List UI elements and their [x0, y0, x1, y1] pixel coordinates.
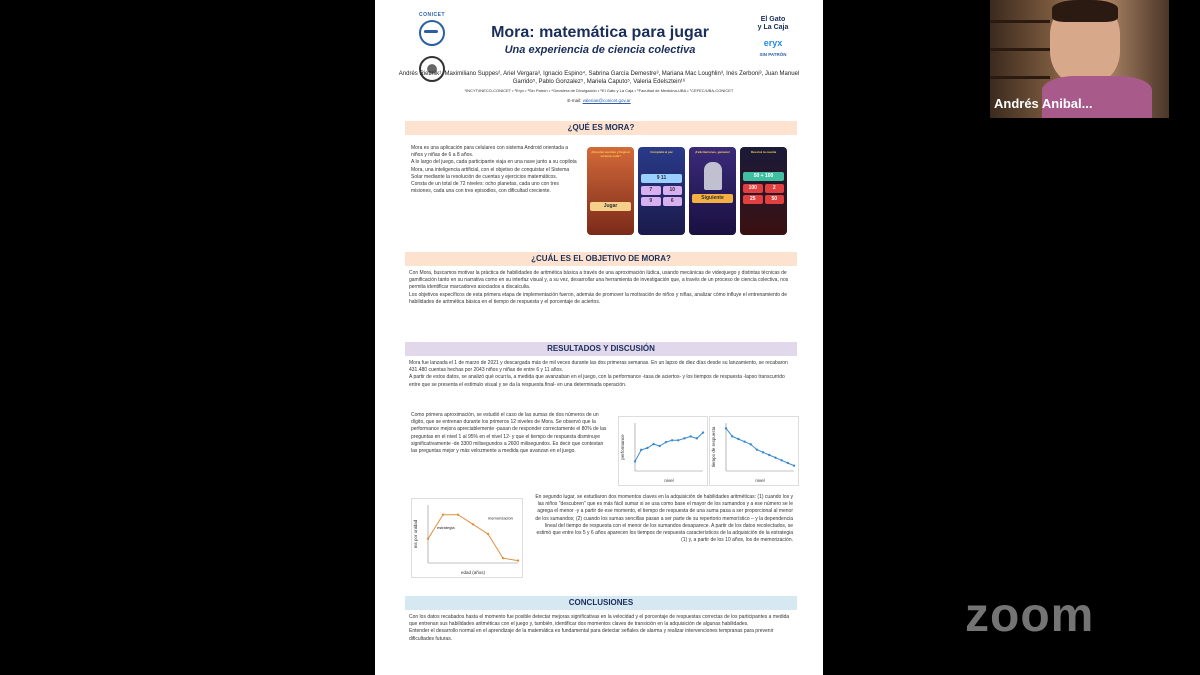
- poster-subtitle: Una experiencia de ciencia colectiva: [504, 44, 696, 56]
- data-point: [780, 459, 782, 461]
- x-axis-label: nivel: [664, 478, 674, 483]
- data-point: [671, 439, 673, 441]
- data-point: [472, 523, 474, 525]
- partner-logos: El Gato y La Caja eryx SIN PATRÓN: [757, 16, 789, 57]
- chart-tiempo: [709, 416, 799, 486]
- data-point: [696, 437, 698, 439]
- app-screenshots: [587, 147, 787, 235]
- data-point: [665, 441, 667, 443]
- chart-performance: [618, 416, 708, 486]
- data-point: [659, 445, 661, 447]
- data-point: [737, 438, 739, 440]
- data-point: [646, 447, 648, 449]
- conicet-logo: CONICET: [415, 12, 449, 82]
- data-point: [725, 427, 727, 429]
- participant-name: Andrés Anibal...: [994, 96, 1093, 111]
- data-point: [502, 557, 504, 559]
- affiliations: ¹INCYT/INECO-CONICET • ²Eryx • ³Sin Patrón • ⁴Geosfera de Divulgación • ⁵El Gato y La Caja • ⁶Facultad de Medicina-UBA • ⁷CEFEC/UBA-CONICET: [464, 88, 734, 93]
- section-title: ¿QUÉ ES MORA?: [405, 121, 797, 135]
- annotation-memorizacion: memorización: [488, 515, 513, 521]
- shared-poster: CONICET Mora: matemática para jugar Una experiencia de ciencia colectiva El Gato y La Caja eryx SIN PATRÓN Andrés Rieznik¹, Maximiliano Suppes², Ariel Vergara³, Ignacio Espino⁴, Sabrina García Demestre³, Mariana Mac Loughlin³, Inés Zerboni³, Juan Manuel Garrido⁵, Pablo Gonzalez⁵, Mariela Caputo⁵, Valeria Edelsztein¹⁶ ¹INCYT/INECO-CONICET • ²Eryx • ³Sin Patrón • ⁴Geosfera de Divulgación • ⁵El Gato y La Caja • ⁶Facultad de Medicina-UBA • ⁷CEFEC/UBA-CONICET E-mail: valeriae@conicet.gov.ar ¿QUÉ ES MORA? Mora es una aplicación para celulares con sistema Android orientada a niños y niñas de 6 a 8 años. A lo largo del juego, cada participante viaja en una nave junto a su copilota Mora, una inteligencia artificial, con el objetivo de conquistar el Sistema Solar mediante la resolución de cuentas y ejercicios matemáticos. Consta de un total de 72 niveles: ocho planetas, cada uno con tres misiones, cada una con tres episodios, con dificultad creciente. ¡Resolvé cuentas y llegá al sistema solar! Jugar Completá el par 9 11 7 10 9 6 ¡Felicitaciones, ganaste! Siguiente Resolvé la cuenta 50 + 100 100 2 25 50 ¿CUÁL ES EL OBJETIVO DE MORA? Con Mora, buscamos motivar la práctica de habilidades de aritmética básica a través de una aproximación lúdica, usando mecánicas de videojuego y distintas técnicas de gamificación tanto en su narrativa como en su interfaz visual y, a su vez, desarrollar una herramienta de investigación que, a través de un proceso de ciencia colectiva, nos permita identificar marcadores asociados a discalculia. Los objetivos específicos de esta primera etapa de implementación fueron, además de promover la motivación de niños y niñas, analizar cómo influye el entrenamiento de habilidades de aritmética básica en el tiempo de respuesta y el porcentaje de aciertos. RESULTADOS Y DISCUSIÓN Mora fue lanzada el 1 de marzo de 2021 y descargada más de mil veces durante las dos primeras semanas. En un lapso de diez días desde su lanzamiento, se recabaron 431.480 cuentas hechas por 2043 niños y niñas de entre 6 y 11 años. A partir de estos datos, se analizó qué ocurría, a medida que avanzaban en el juego, con la performance -tasa de aciertos- y los tiempos de respuesta -lapso transcurrido entre que se presenta el estímulo visual y se da la respuesta final- en una determinada operación. Como primera aproximación, se estudió el caso de las sumas de dos números de un dígito, que se entrenan durante los primeros 12 niveles de Mora. Se observó que la performance mejora apreciablemente -pasan de responder correctamente el 80% de las preguntas en el nivel 1 al 95% en el nivel 12- y que el tiempo de respuesta disminuye significativamente -de 3300 milisegundos a 2600 milisegundos. Es decir que contestan las preguntas mejor y más velozmente a medida que avanzan en el juego. nivel performance nivel tiempo de respuesta edad (años) ms por unidad estrategia memorización En segundo lugar, se estudiaron dos momentos claves en la adquisición de habilidades aritméticas: (1) cuando los y las niños "descubren" que es más fácil sumar si se usa como base el mayor de los sumandos y a ese número se le agrega el menor -y a partir de ese momento, el tiempo de respuesta de una suma pasa a ser proporcional al menor de los sumandos; (2) cuando los sumas sencillas pasan a ser parte de su repertorio memorístico – y la dependencia lineal del tiempo de respuesta con el menor de los sumandos desaparece. A partir de los datos recolectados, se estimó que entre los 5 y 6 años aparecen los tiempos de respuesta característicos de la adquisición de la estrategia (1) y, a partir de los 10 años, los de memorización. CONCLUSIONES Con los datos recabados hasta el momento fue posible detectar mejoras significativas en la velocidad y el porcentaje de respuestas correctas de los participantes a medida que entrenan sus habilidades aritméticas con el juego y, también, identificar dos momentos claves de transición en la adquisición de algunas habilidades. Entender el desarrollo normal en el aprendizaje de la matemática es fundamental para detectar señales de alarma y realizar intervenciones tempranas para prevenir dificultades futuras.: [375, 0, 823, 675]
- email-link: valeriae@conicet.gov.ar: [582, 98, 631, 103]
- data-point: [774, 456, 776, 458]
- poster-title: Mora: matemática para jugar: [491, 24, 709, 41]
- chart-edad: [411, 498, 523, 578]
- data-point: [743, 440, 745, 442]
- data-point: [787, 462, 789, 464]
- phone-screen: ¡Felicitaciones, ganaste! Siguiente: [689, 147, 736, 235]
- series-line: [726, 428, 794, 465]
- data-point: [487, 533, 489, 535]
- authors: Andrés Rieznik¹, Maximiliano Suppes², Ariel Vergara³, Ignacio Espino⁴, Sabrina García Demestre³, Mariana Mac Loughlin³, Inés Zerboni³, Juan Manuel Garrido⁵, Pablo Gonzalez⁵, Mariela Caputo⁵, Valeria Edelsztein¹⁶: [398, 71, 800, 85]
- data-point: [427, 538, 429, 540]
- section-conclusiones: CONCLUSIONES Con los datos recabados hasta el momento fue posible detectar mejoras significativas en la velocidad y el porcentaje de respuestas correctas de los participantes a medida que entrenan sus habilidades aritméticas con el juego y, también, identificar dos momentos claves de transición en la adquisición de algunas habilidades. Entender el desarrollo normal en el aprendizaje de la matemática es fundamental para detectar señales de alarma y realizar intervenciones tempranas para prevenir dificultades futuras.: [405, 596, 797, 643]
- phone-screen: Resolvé la cuenta 50 + 100 100 2 25 50: [740, 147, 787, 235]
- data-point: [652, 443, 654, 445]
- data-point: [677, 439, 679, 441]
- x-axis-label: edad (años): [460, 570, 486, 575]
- section-title: CONCLUSIONES: [405, 596, 797, 610]
- data-point: [750, 443, 752, 445]
- rocket-icon: [704, 162, 722, 190]
- data-point: [756, 448, 758, 450]
- x-axis-label: nivel: [755, 478, 765, 483]
- email-line: E-mail: valeriae@conicet.gov.ar: [567, 98, 631, 103]
- data-point: [689, 435, 691, 437]
- data-point: [731, 435, 733, 437]
- section-title: RESULTADOS Y DISCUSIÓN: [405, 342, 797, 356]
- y-axis-label: ms por unidad: [413, 519, 418, 549]
- series-line: [428, 515, 518, 561]
- phone-screen: Completá el par 9 11 7 10 9 6: [638, 147, 685, 235]
- data-point: [640, 449, 642, 451]
- section-title: ¿CUÁL ES EL OBJETIVO DE MORA?: [405, 252, 797, 266]
- participant-video-tile[interactable]: [990, 0, 1169, 118]
- data-point: [634, 460, 636, 462]
- phone-screen: ¡Resolvé cuentas y llegá al sistema solar! Jugar: [587, 147, 634, 235]
- section-que-es-mora: [405, 121, 797, 135]
- section-objetivo: ¿CUÁL ES EL OBJETIVO DE MORA? Con Mora, buscamos motivar la práctica de habilidades de aritmética básica a través de una aproximación lúdica, usando mecánicas de videojuego y distintas técnicas de gamificación tanto en su narrativa como en su interfaz visual y, a su vez, desarrollar una herramienta de investigación que, a través de un proceso de ciencia colectiva, nos permita identificar marcadores asociados a discalculia. Los objetivos específicos de esta primera etapa de implementación fueron, además de promover la motivación de niños y niñas, analizar cómo influye el entrenamiento de habilidades de aritmética básica en el tiempo de respuesta y el porcentaje de aciertos.: [405, 252, 797, 306]
- data-point: [702, 431, 704, 433]
- section-resultados: RESULTADOS Y DISCUSIÓN Mora fue lanzada el 1 de marzo de 2021 y descargada más de mil veces durante las dos primeras semanas. En un lapso de diez días desde su lanzamiento, se recabaron 431.480 cuentas hechas por 2043 niños y niñas de entre 6 y 11 años. A partir de estos datos, se analizó qué ocurría, a medida que avanzaban en el juego, con la performance -tasa de aciertos- y los tiempos de respuesta -lapso transcurrido entre que se presenta el estímulo visual y se da la respuesta final- en una determinada operación.: [405, 342, 797, 389]
- data-point: [517, 559, 519, 561]
- series-line: [635, 433, 703, 462]
- y-axis-label: performance: [620, 434, 625, 460]
- data-point: [442, 513, 444, 515]
- annotation-estrategia: estrategia: [437, 525, 455, 531]
- y-axis-label: tiempo de respuesta: [711, 426, 716, 468]
- data-point: [768, 454, 770, 456]
- poster-header: [375, 0, 823, 112]
- data-point: [683, 437, 685, 439]
- data-point: [762, 451, 764, 453]
- data-point: [793, 464, 795, 466]
- data-point: [457, 513, 459, 515]
- zoom-logo: zoom: [965, 589, 1095, 642]
